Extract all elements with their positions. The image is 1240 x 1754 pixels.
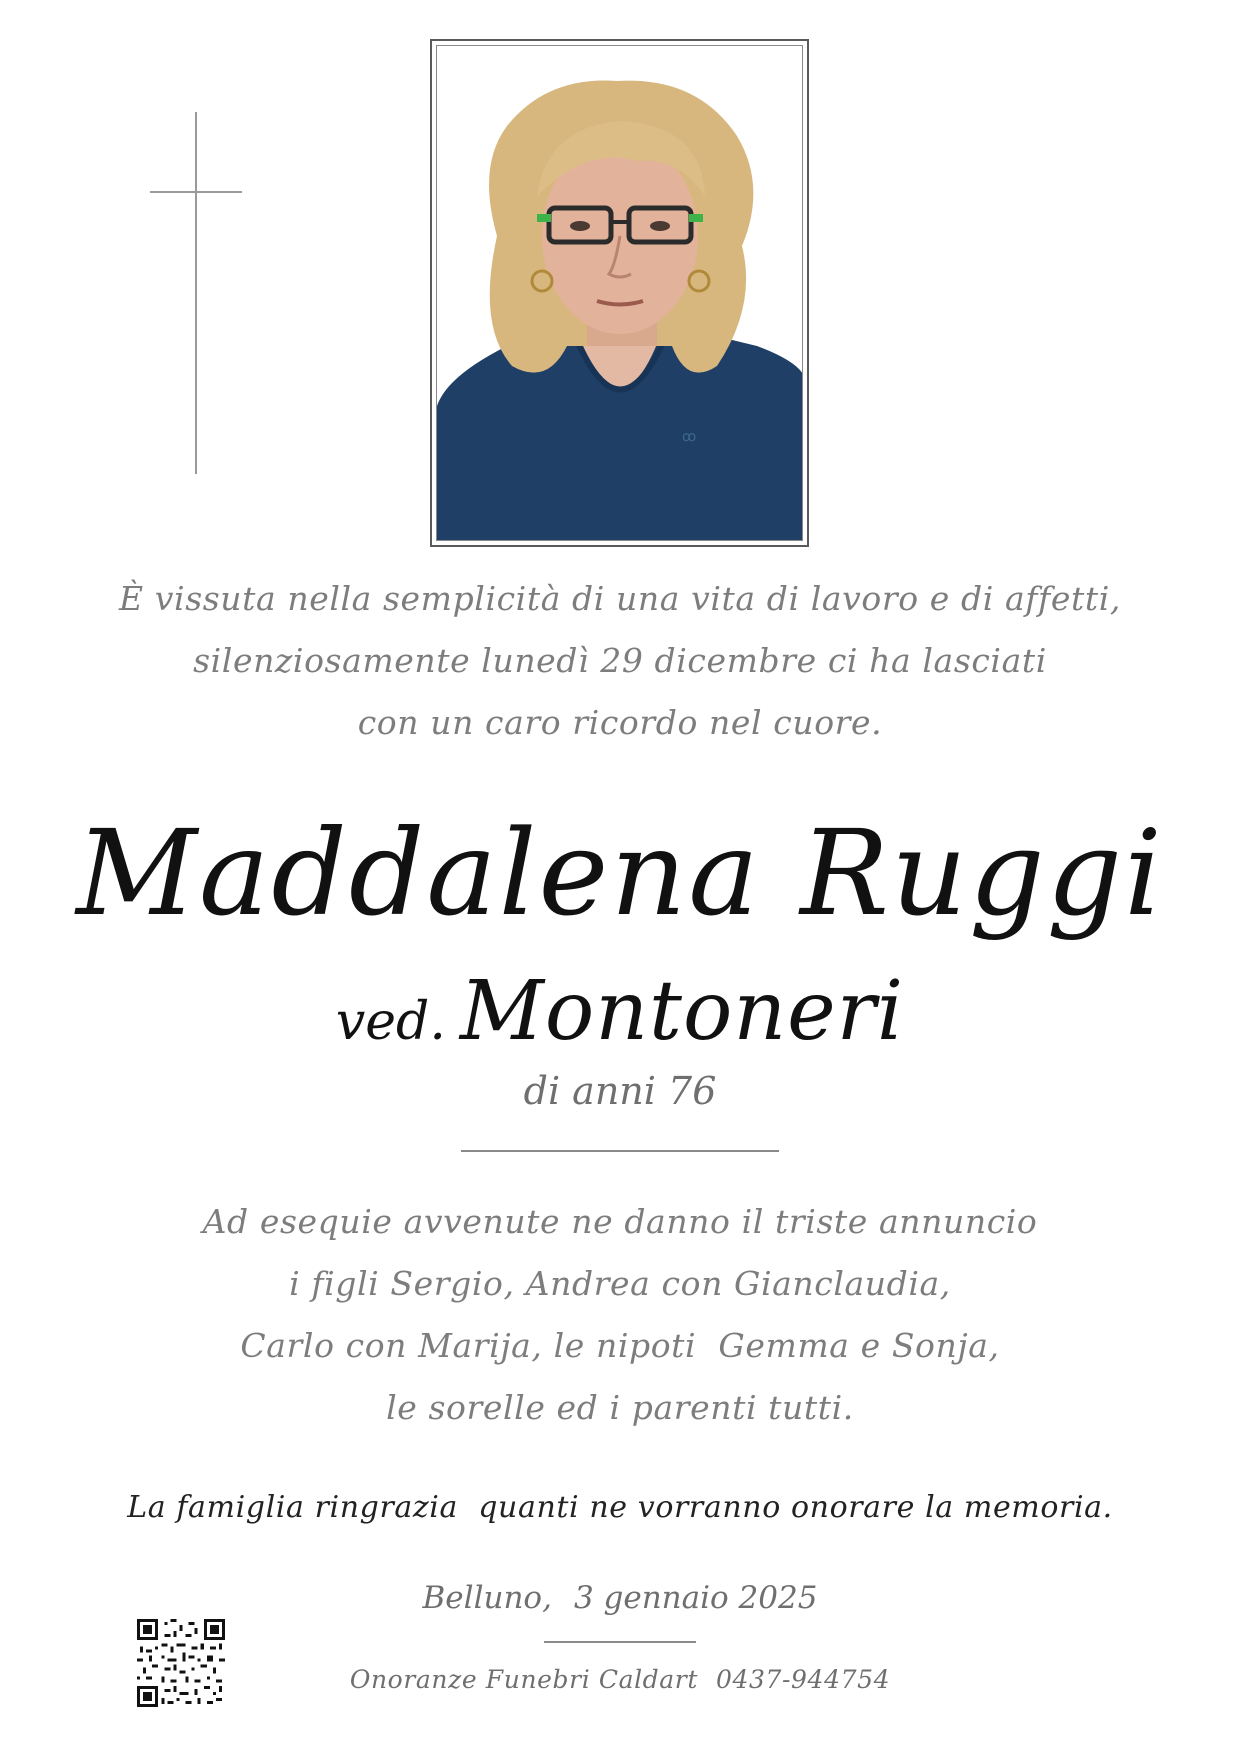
place-date bbox=[0, 1580, 1240, 1616]
date: 3 gennaio 2025 bbox=[573, 1580, 818, 1616]
portrait-illustration bbox=[437, 46, 803, 541]
age-text: di anni 76 bbox=[523, 1069, 717, 1113]
divider bbox=[544, 1641, 696, 1643]
married-name: Montoneri bbox=[459, 964, 905, 1059]
widow-prefix: ved. bbox=[335, 992, 446, 1052]
divider bbox=[461, 1150, 779, 1152]
portrait-photo bbox=[436, 45, 803, 541]
qr-code-icon[interactable] bbox=[137, 1619, 225, 1707]
family-announcement bbox=[0, 1191, 1240, 1439]
family-line: le sorelle ed i parenti tutti. bbox=[386, 1388, 854, 1427]
portrait-frame bbox=[430, 39, 809, 547]
cross-horizontal-bar bbox=[150, 191, 242, 193]
family-line: Ad esequie avvenute ne danno il triste annuncio bbox=[202, 1202, 1038, 1241]
phone-number: 0437-944754 bbox=[715, 1665, 891, 1694]
intro-line: con un caro ricordo nel cuore. bbox=[357, 703, 883, 742]
family-line: i figli Sergio, Andrea con Gianclaudia, bbox=[289, 1264, 951, 1303]
intro-line: È vissuta nella semplicità di una vita di lavoro e di affetti, bbox=[119, 579, 1121, 618]
svg-text:ꝏ: ꝏ bbox=[682, 428, 697, 444]
married-name-line bbox=[0, 964, 1240, 1059]
deceased-name: Maddalena Ruggi bbox=[76, 804, 1164, 942]
intro-line: silenziosamente lunedì 29 dicembre ci ha lasciati bbox=[193, 641, 1047, 680]
thanks-text: La famiglia ringrazia quanti ne vorranno onorare la memoria. bbox=[127, 1490, 1113, 1525]
family-line: Carlo con Marija, le nipoti Gemma e Sonja, bbox=[240, 1326, 1000, 1365]
intro-text bbox=[0, 568, 1240, 754]
place: Belluno, bbox=[422, 1580, 552, 1616]
cross-vertical-bar bbox=[195, 112, 197, 474]
funeral-home: Onoranze Funebri Caldart bbox=[349, 1665, 698, 1694]
